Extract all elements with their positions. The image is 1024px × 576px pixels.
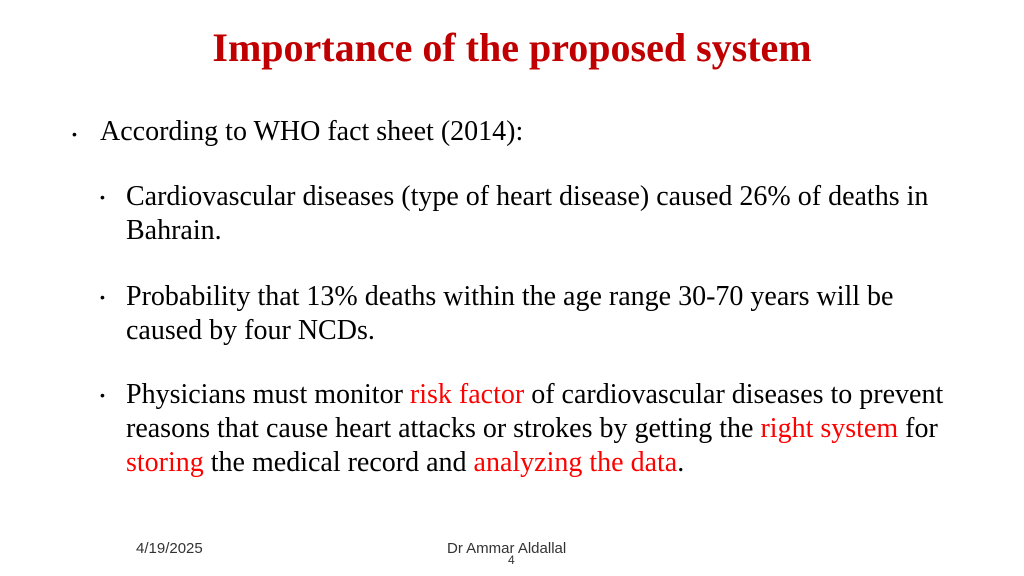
main-bullet: [72, 116, 523, 152]
text-segment: Physicians must monitor: [126, 379, 410, 410]
bullet-dot: •: [100, 387, 105, 403]
bullet-dot: •: [100, 289, 105, 305]
slide-title: Importance of the proposed system: [212, 25, 812, 70]
text-segment: the medical record and: [203, 447, 474, 478]
text-segment: of cardiovascular diseases to prevent reasons that cause heart attacks or strokes by getting the: [126, 379, 944, 444]
highlight-storing: storing: [126, 447, 204, 478]
sub-bullet-2-text: Probability that 13% deaths within the age range 30-70 years will be caused by four NCDs.: [126, 281, 894, 346]
sub-bullet-1: [100, 180, 960, 248]
sub-bullet-3: [100, 378, 960, 480]
sub-bullet-1-text: Cardiovascular diseases (type of heart disease) caused 26% of deaths in Bahrain.: [126, 181, 929, 246]
highlight-risk-factor: risk factor: [409, 379, 525, 410]
main-bullet-text: According to WHO fact sheet (2014):: [100, 116, 524, 147]
bullet-dot: •: [72, 126, 77, 142]
sub-bullet-2: [100, 280, 960, 348]
footer-author: Dr Ammar Aldallal: [447, 540, 567, 557]
text-segment: for: [898, 413, 938, 444]
sub-bullet-3-text: [126, 378, 960, 480]
page-number: 4: [508, 553, 515, 567]
text-segment: .: [677, 447, 685, 478]
highlight-analyzing-data: analyzing the data: [473, 447, 678, 478]
highlight-right-system: right system: [760, 413, 899, 444]
footer-date: 4/19/2025: [136, 540, 203, 557]
bullet-dot: •: [100, 189, 105, 205]
